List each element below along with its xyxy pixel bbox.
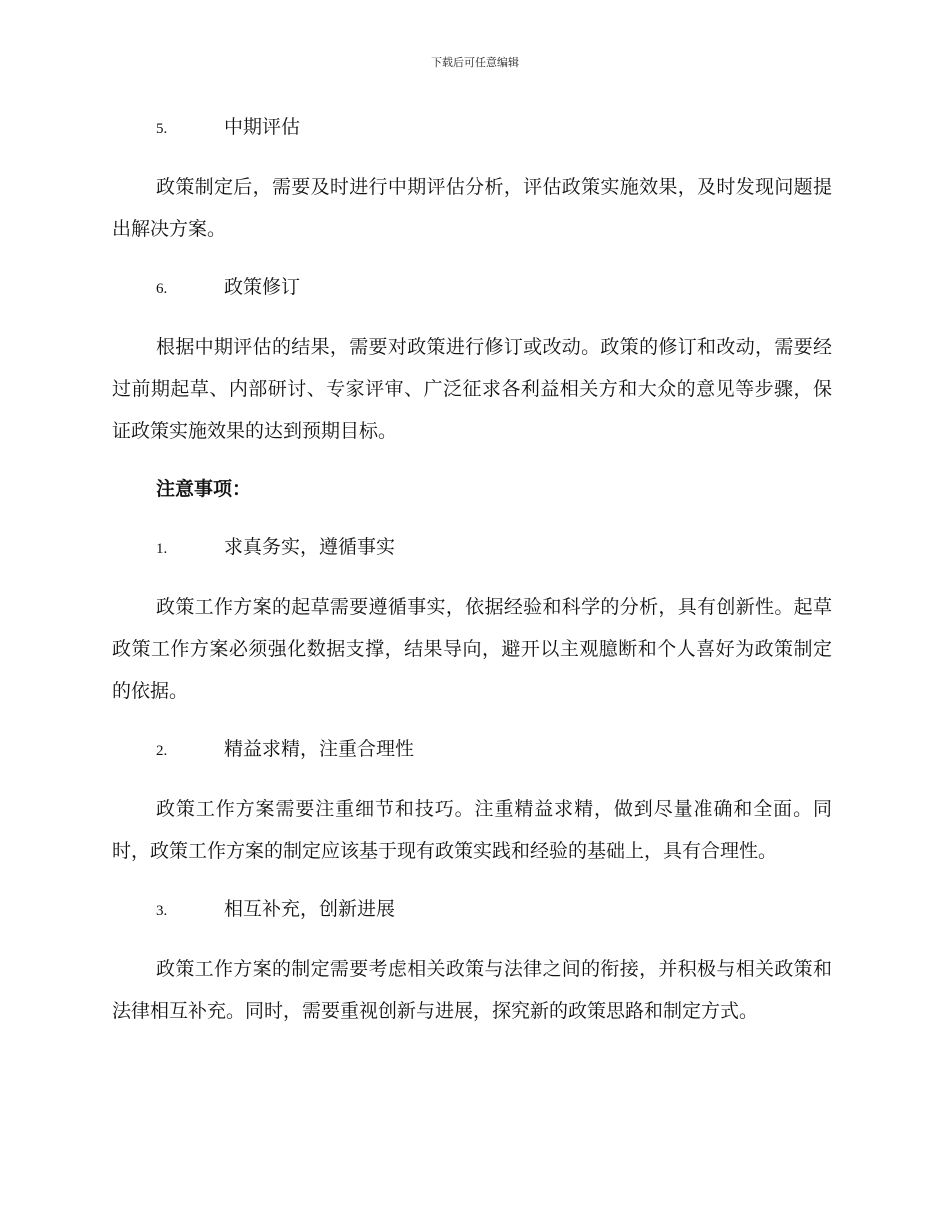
section-title: 政策修订 [224, 276, 301, 298]
notes-heading: 注意事项： [156, 478, 252, 500]
note-number: 1. [156, 541, 168, 557]
note-paragraph: 政策工作方案的制定需要考虑相关政策与法律之间的衔接，并积极与相关政策和法律相互补充。同时，需要重视创新与进展，探究新的政策思路和制定方式。 [112, 958, 832, 1022]
note-title: 求真务实，遵循事实 [224, 536, 396, 558]
note-title: 精益求精，注重合理性 [224, 738, 415, 760]
section-number: 5. [156, 121, 168, 137]
document-body [112, 106, 832, 1048]
note-number: 2. [156, 743, 168, 759]
section-paragraph: 政策制定后，需要及时进行中期评估分析，评估政策实施效果，及时发现问题提出解决方案。 [112, 176, 832, 240]
section-heading [112, 106, 832, 150]
note-paragraph: 政策工作方案需要注重细节和技巧。注重精益求精，做到尽量准确和全面。同时，政策工作方案的制定应该基于现有政策实践和经验的基础上，具有合理性。 [112, 798, 832, 862]
note-heading [112, 728, 832, 772]
note-number: 3. [156, 903, 168, 919]
note-heading [112, 888, 832, 932]
note-heading [112, 526, 832, 570]
section-paragraph: 根据中期评估的结果，需要对政策进行修订或改动。政策的修订和改动，需要经过前期起草、内部研讨、专家评审、广泛征求各利益相关方和大众的意见等步骤，保证政策实施效果的达到预期目标。 [112, 336, 832, 442]
page-header: 下载后可任意编辑 [431, 56, 519, 69]
section-heading [112, 266, 832, 310]
section-number: 6. [156, 281, 168, 297]
note-title: 相互补充，创新进展 [224, 898, 396, 920]
note-paragraph: 政策工作方案的起草需要遵循事实，依据经验和科学的分析，具有创新性。起草政策工作方案必须强化数据支撑，结果导向，避开以主观臆断和个人喜好为政策制定的依据。 [112, 596, 832, 702]
section-title: 中期评估 [224, 116, 301, 138]
